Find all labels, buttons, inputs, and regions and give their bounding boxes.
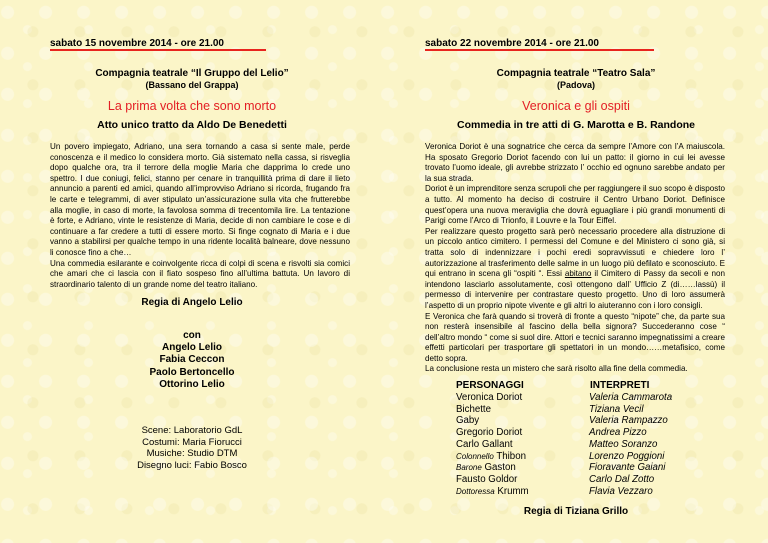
actor-name: Andrea Pizzo [589,427,647,439]
character-row [456,451,529,463]
character-name: Veronica Doriot [456,392,523,403]
right-subtitle: Commedia in tre atti di G. Marotta e B. Randone [456,119,696,131]
character-row [456,427,529,439]
character-name: Fausto Goldor [456,473,518,485]
left-synopsis-paragraph: Una commedia esilarante e coinvolgente ricca di colpi di scena e risvolti sia comici che amari che ci lascia con il fiato sospeso fino all’ultima battuta. Un lavoro di straordinario talento di un grande nome del teatro italiano. [50,258,350,289]
character-row [456,474,529,486]
actors-list [589,392,672,497]
credit-line: Disegno luci: Fabio Bosco [137,459,247,471]
character-name: Carlo Gallant [456,438,513,450]
cast-member: Fabia Ceccon [159,354,225,366]
right-city: (Padova) [556,80,595,90]
left-company: Compagnia teatrale “Il Gruppo del Lelio” [95,68,289,79]
character-name: Gaby [456,415,480,427]
right-synopsis-paragraph: La conclusione resta un mistero che sarà risolto alla fine della commedia. [425,364,688,374]
left-director: Regia di Angelo Lelio [141,297,243,308]
character-row [456,439,529,451]
actor-name: Tiziana Vecil [589,403,644,415]
right-synopsis [425,142,725,375]
credit-line: Costumi: Maria Fiorucci [142,436,242,448]
actor-name: Matteo Soranzo [589,438,658,450]
character-row [456,392,529,404]
character-title: Colonnello [456,451,494,461]
right-synopsis-paragraph: Per realizzare questo progetto sarà però necessario procedere alla distruzione di un piccolo antico cimitero. I permessi del Comune e del Ministero ci sono già, si tratta solo di indennizzare i pochi eredi sopravvissuti e chiedere loro l’ autorizzazione al trasferimento delle salme in un luogo più defilato e sconosciuto. E qui entrano in scena gli “ospiti “. Essi abitano il Cimitero di Passy da secoli e non intendono lasciarlo assolutamente, così ottengono dall’ Ufficio Z (di……lassù) il permesso di intervenire per contrastare questo progetto. Uno di loro assumerà l’aspetto di un proprio nipote vivente e gli altri lo aiuteranno con i loro consigli. [425,226,725,310]
left-title: La prima volta che sono morto [107,99,277,113]
con-label: con [183,330,201,341]
actor-name: Fioravante Gaiani [589,462,666,474]
character-title: Barone [456,463,482,473]
character-name: Thibon [496,450,526,462]
right-red-rule [425,49,654,51]
actor-name: Valeria Cammarota [589,392,673,403]
character-title: Dottoressa [456,486,495,496]
left-date: sabato 15 novembre 2014 - ore 21.00 [50,38,224,49]
actor-name: Flavia Vezzaro [589,485,653,497]
left-red-rule [50,49,266,51]
left-credits [0,425,384,471]
personaggi-header: PERSONAGGI [456,380,524,391]
right-title: Veronica e gli ospiti [522,99,630,113]
character-row [456,415,529,427]
right-synopsis-paragraph: E Veronica che farà quando si troverà di fronte a questo “nipote” che, da parte sua non resterà insensibile al fascino della bella signora? Succederanno cose “ dell’altro mondo “ come si suol dire. Attori e tecnici saranno impegnatissimi a creare effetti particolari per trasportare gli spettatori in un mondo……metafisico, come detto sopra. [425,311,725,363]
character-name: Gaston [484,462,516,474]
character-name: Krumm [497,485,529,497]
right-company: Compagnia teatrale “Teatro Sala” [496,68,656,79]
character-name: Gregorio Doriot [456,427,523,439]
left-synopsis [50,142,350,290]
left-cast-block [0,330,384,391]
cast-member: Paolo Bertoncello [149,366,235,378]
right-date: sabato 22 novembre 2014 - ore 21.00 [425,38,599,49]
right-synopsis-paragraph: Veronica Doriot è una sognatrice che cerca da sempre l’Amore con l’A maiuscola. Ha sposato Gregorio Doriot facendo con lui un patto: il giorno in cui lei avesse trovato l’uomo ideale, gli avrebbe strizzato l’ occhio ed ognuno sarebbe andato per la sua strada. [425,142,725,183]
credit-line: Musiche: Studio DTM [146,448,238,460]
credit-line: Scene: Laboratorio GdL [141,425,243,436]
characters-list [456,392,529,497]
left-subtitle: Atto unico tratto da Aldo De Benedetti [97,119,287,131]
left-city: (Bassano del Grappa) [145,80,239,90]
right-synopsis-paragraph: Doriot è un imprenditore senza scrupoli che per raggiungere il suo scopo è disposto a tutto. Al momento ha deciso di costruire il Centro Urbano Doriot. Definisce quest’opera una nuova meraviglia che dovrà eguagliare i più grandi monumenti di Parigi come l’Arco di Trionfo, il Louvre e la Tour Eiffel. [425,184,725,226]
character-name: Bichette [456,403,492,415]
cast-member: Ottorino Lelio [159,378,225,390]
character-row [456,404,529,416]
actor-name: Valeria Rampazzo [589,415,668,427]
right-page [384,0,768,543]
character-row [456,462,529,474]
interpreti-header: INTERPRETI [590,380,650,391]
actor-name: Lorenzo Poggioni [589,450,665,462]
left-synopsis-paragraph: Un povero impiegato, Adriano, una sera tornando a casa si sente male, perde conoscenza e il medico lo considera morto. Già sistemato nella cassa, si risveglia dopo qualche ora, tra il terrore della moglie Maria che dapprima lo crede uno spettro. I due coniugi, felici, stanno per cenare in tranquillità prima di dare il lieto annuncio a parenti ed amici, quando all’improvviso Adriano si ricorda, frugando fra le carte e telegrammi, di aver stipulato un’assicurazione sulla vita che frutterebbe alla moglie, in caso di morte, la favolosa somma di trecentomila lire. La tentazione è forte, e Adriano, vinte le resistenze di Maria, decide di non cambiare le cose e di continuare a far credere a tutti di essere morto. Si finge cognato di Maria e i due vanno a stabilirsi per qualche tempo in una ridente località balneare, dove nessuno li conosce fino a che… [50,142,350,257]
actor-name: Carlo Dal Zotto [589,473,655,485]
cast-member: Angelo Lelio [162,342,222,354]
character-row [456,486,529,498]
right-director: Regia di Tiziana Grillo [523,506,629,517]
